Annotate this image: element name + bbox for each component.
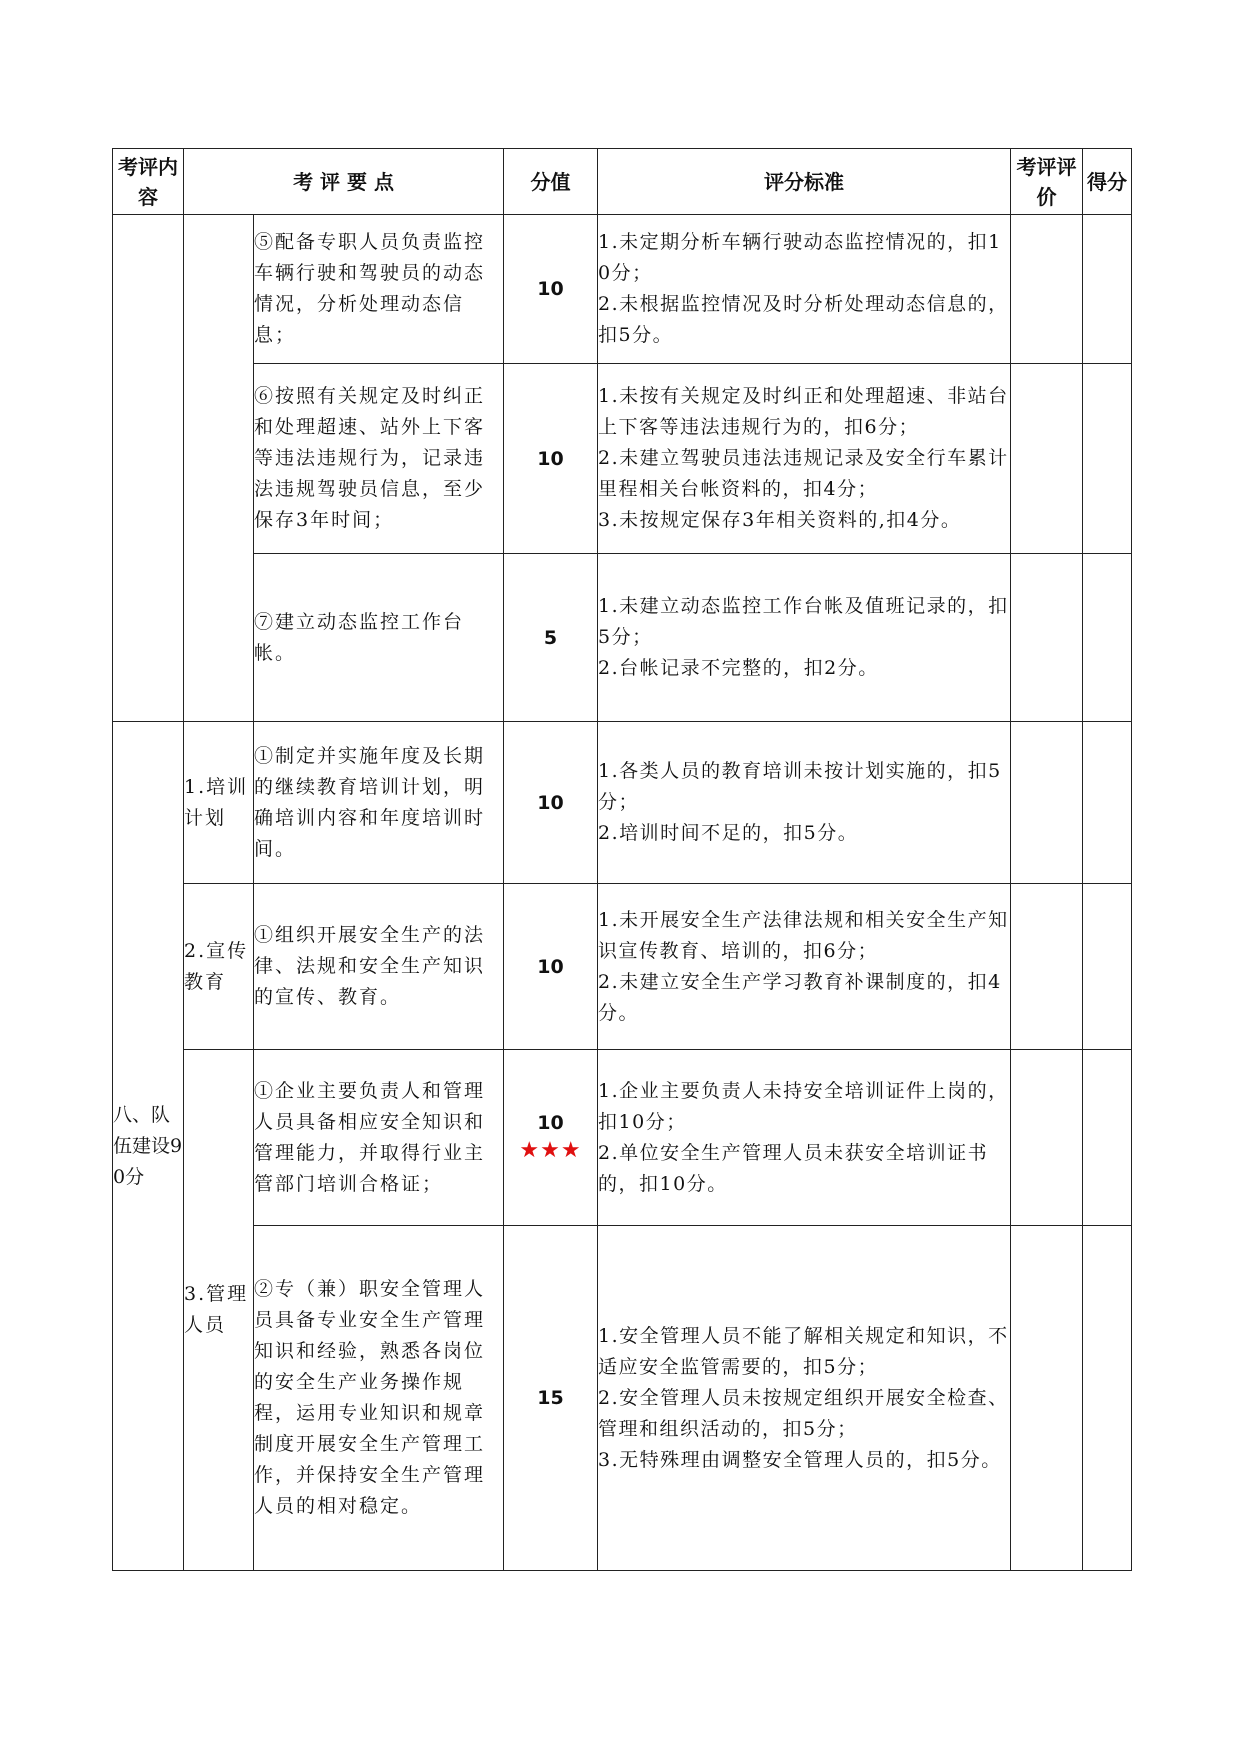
header-score: 分值 — [504, 149, 598, 215]
point-text: ①组织开展安全生产的法律、法规和安全生产知识的宣传、教育。 — [254, 884, 504, 1050]
result-cell[interactable] — [1083, 215, 1132, 364]
table-row — [113, 1226, 1132, 1571]
standard-cell — [598, 1050, 1011, 1226]
standard-cell — [598, 884, 1011, 1050]
result-cell[interactable] — [1083, 1050, 1132, 1226]
evaluation-cell[interactable] — [1011, 1226, 1083, 1571]
standard-cell — [598, 554, 1011, 722]
standard-line: 2.台帐记录不完整的，扣2分。 — [598, 657, 879, 679]
header-points: 考 评 要 点 — [184, 149, 504, 215]
evaluation-cell[interactable] — [1011, 884, 1083, 1050]
point-text: ①制定并实施年度及长期的继续教育培训计划，明确培训内容和年度培训时间。 — [254, 722, 504, 884]
point-text: ⑤配备专职人员负责监控车辆行驶和驾驶员的动态情况，分析处理动态信息； — [254, 215, 504, 364]
table-row — [113, 364, 1132, 554]
standard-line: 1.未定期分析车辆行驶动态监控情况的，扣10分； — [598, 231, 1002, 284]
score-value: 10 — [504, 364, 598, 554]
score-cell — [504, 1050, 598, 1226]
standard-line: 2.未建立驾驶员违法违规记录及安全行车累计里程相关台帐资料的，扣4分； — [598, 447, 1009, 500]
result-cell[interactable] — [1083, 722, 1132, 884]
point-text: ②专（兼）职安全管理人员具备专业安全生产管理知识和经验，熟悉各岗位的安全生产业务操作规程，运用专业知识和规章制度开展安全生产管理工作，并保持安全生产管理人员的相对稳定。 — [254, 1226, 504, 1571]
standard-line: 2.安全管理人员未按规定组织开展安全检查、管理和组织活动的，扣5分； — [598, 1386, 1009, 1440]
standard-line: 2.未根据监控情况及时分析处理动态信息的，扣5分。 — [598, 293, 1009, 346]
standard-line: 1.企业主要负责人未持安全培训证件上岗的，扣10分； — [598, 1079, 1009, 1133]
standard-line: 2.培训时间不足的，扣5分。 — [598, 822, 859, 844]
standard-cell — [598, 215, 1011, 364]
table-row — [113, 1050, 1132, 1226]
standard-line: 2.单位安全生产管理人员未获安全培训证书的，扣10分。 — [598, 1141, 989, 1195]
star-rating: ★★★ — [519, 1138, 582, 1163]
result-cell[interactable] — [1083, 1226, 1132, 1571]
standard-line: 1.未按有关规定及时纠正和处理超速、非站台上下客等违法违规行为的，扣6分； — [598, 385, 1009, 438]
table-row — [113, 722, 1132, 884]
standard-line: 1.未建立动态监控工作台帐及值班记录的，扣5分； — [598, 595, 1009, 648]
point-text: ①企业主要负责人和管理人员具备相应安全知识和管理能力，并取得行业主管部门培训合格证； — [254, 1050, 504, 1226]
sub-category: 1.培训计划 — [184, 722, 254, 884]
score-value: 10 — [504, 215, 598, 364]
header-standard: 评分标准 — [598, 149, 1011, 215]
table-row — [113, 215, 1132, 364]
evaluation-cell[interactable] — [1011, 554, 1083, 722]
result-cell[interactable] — [1083, 884, 1132, 1050]
table-row — [113, 554, 1132, 722]
score-value: 10 — [504, 722, 598, 884]
score-value: 10 — [504, 884, 598, 1050]
table-row — [113, 884, 1132, 1050]
evaluation-table — [112, 148, 1132, 1571]
sub-category: 2.宣传教育 — [184, 884, 254, 1050]
point-text: ⑥按照有关规定及时纠正和处理超速、站外上下客等违法违规行为，记录违法违规驾驶员信息，至少保存3年时间； — [254, 364, 504, 554]
standard-cell — [598, 722, 1011, 884]
evaluation-cell[interactable] — [1011, 1050, 1083, 1226]
standard-line: 3.无特殊理由调整安全管理人员的，扣5分。 — [598, 1448, 1002, 1471]
result-cell[interactable] — [1083, 364, 1132, 554]
score-value: 15 — [504, 1226, 598, 1571]
standard-line: 3.未按规定保存3年相关资料的,扣4分。 — [598, 509, 962, 531]
sub-cell-continued — [184, 215, 254, 722]
standard-line: 1.安全管理人员不能了解相关规定和知识，不适应安全监管需要的，扣5分； — [598, 1324, 1009, 1378]
score-value: 10 — [537, 1112, 564, 1134]
standard-cell — [598, 364, 1011, 554]
evaluation-cell[interactable] — [1011, 722, 1083, 884]
evaluation-cell[interactable] — [1011, 215, 1083, 364]
header-result: 得分 — [1083, 149, 1132, 215]
standard-line: 1.各类人员的教育培训未按计划实施的，扣5分； — [598, 760, 1002, 813]
evaluation-cell[interactable] — [1011, 364, 1083, 554]
result-cell[interactable] — [1083, 554, 1132, 722]
standard-cell — [598, 1226, 1011, 1571]
standard-line: 2.未建立安全生产学习教育补课制度的，扣4分。 — [598, 970, 1002, 1024]
standard-line: 1.未开展安全生产法律法规和相关安全生产知识宣传教育、培训的，扣6分； — [598, 908, 1009, 962]
score-value: 5 — [504, 554, 598, 722]
header-row — [113, 149, 1132, 215]
category-cell: 八、队伍建设90分 — [113, 722, 184, 1571]
sub-category: 3.管理人员 — [184, 1050, 254, 1571]
header-evaluation: 考评评价 — [1011, 149, 1083, 215]
point-text: ⑦建立动态监控工作台帐。 — [254, 554, 504, 722]
header-content: 考评内容 — [113, 149, 184, 215]
category-cell-continued — [113, 215, 184, 722]
